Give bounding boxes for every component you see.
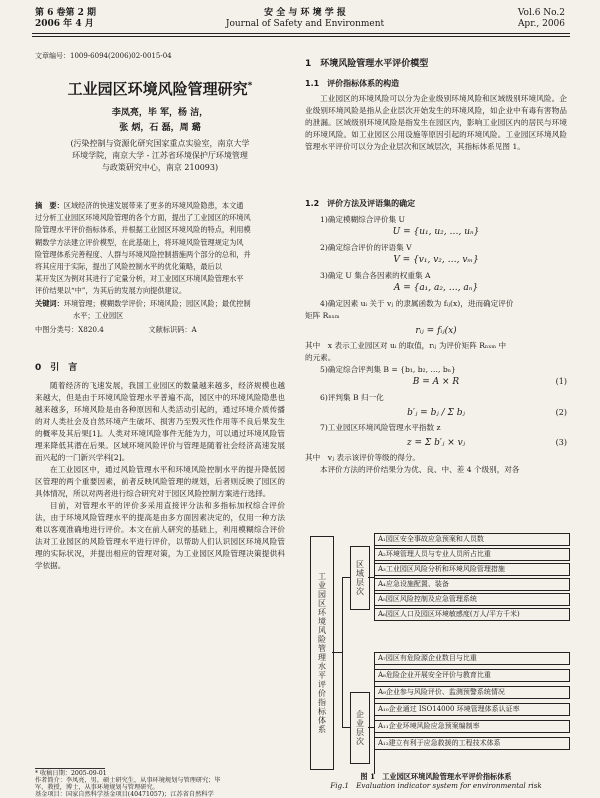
footnote-line: 基金项目：国家自然科学基金项目(40471057)；江苏省自然科学 <box>35 791 214 798</box>
intro-body <box>35 380 285 760</box>
formula-3: A = {a₁, a₂, …, aₙ} <box>393 283 479 293</box>
abstract <box>35 200 285 336</box>
article-number: 文章编号：1009-6094(2006)02-0015-04 <box>35 52 172 60</box>
authors-line1: 李凤亮，毕 军，杨 洁， <box>111 108 209 118</box>
connector <box>332 652 342 653</box>
affiliation-line: 环境学院，南京大学 - 江苏省环境保护厅环境管理 <box>72 151 248 160</box>
formula-7: z = Σ b′ⱼ × vⱼ <box>406 438 466 448</box>
figure-enterprise-items <box>374 652 570 754</box>
step-4-cont: 矩阵 Rₙₓₘ <box>305 311 340 320</box>
date-en: Apr., 2006 <box>517 19 565 29</box>
abstract-line: 糊数学方法建立评价模型，在此基础上，将环境风险管理规定为风 <box>35 237 244 247</box>
step-4-note-cont: 的元素。 <box>305 353 336 362</box>
section11-heading: 1.1 评价指标体系的构造 <box>305 79 400 88</box>
abstract-line: 险管理水平评价指标体系，并根据工业园区环境风险的特点，利用模 <box>35 225 251 235</box>
enterprise-item: A₈危险企业开展安全评价与教育比重 <box>374 669 570 682</box>
date-cn: 2006 年 4 月 <box>35 19 94 29</box>
regional-item: A₃工业园区风险分析和环境风险管理措施 <box>374 563 570 576</box>
figure-root-label: 工业园区环境风险管理水平评价指标体系 <box>317 572 327 734</box>
enterprise-item: A₁₂建立有利于应急救援的工程技术体系 <box>374 737 570 750</box>
affiliation-line: (污染控制与资源化研究国家重点实验室，南京大学 <box>70 139 250 148</box>
step-7: 7)工业园区环境风险管理水平指数 z <box>320 423 441 432</box>
step-6: 6)评判集 B 归一化 <box>320 393 384 402</box>
figure-root-box <box>310 536 334 770</box>
paper-title <box>35 78 285 99</box>
branch-regional-label: 区域层次 <box>355 560 365 596</box>
figure-regional-items <box>374 533 570 623</box>
header-left <box>35 8 96 30</box>
enterprise-item: A₉企业参与风险评价、监测预警系统情况 <box>374 686 570 699</box>
branch-enterprise-label: 企业层次 <box>355 710 365 746</box>
footnote-line: * 收稿日期：2005-09-01 <box>35 770 107 777</box>
section11-paragraph: 工业园区的环境风险可以分为企业级别环境风险和区域级别环境风险。企业级别环境风险是指从企业层次开始发生的环境风险，如企业中有毒有害物品的泄漏。区域级别环境风险是指发生在园区内，影响工业园区内的居民与环境的环境风险。如工业园区公用设施等原因引起的环境风险。工业园区环境风险管理水平评价可以分为企业层次和区域层次，其指标体系见图 1。 <box>305 94 567 151</box>
connector <box>342 577 350 578</box>
connector <box>342 577 343 727</box>
enterprise-item: A₇园区有危险源企业数目与比重 <box>374 652 570 665</box>
regional-item: A₄应急设施配置、装备 <box>374 578 570 591</box>
header-center <box>225 8 385 30</box>
equation-number: (3) <box>555 438 567 447</box>
caption-cn: 图 1 工业园区环境风险管理水平评价指标体系 <box>360 772 512 781</box>
intro-paragraph: 在工业园区中，通过风险管理水平和环境风险控制水平的提升降低园区管理的两个重要因素，前者反映风险管理的规划，后者则反映了园区的具体情况，所以对两者进行综合研究对于园区风险控制方案进行选择。 <box>35 465 285 498</box>
abstract-line: 区域经济的快速发展带来了更多的环境风险隐患，本文通 <box>63 201 244 210</box>
abstract-line: 将其应用于实际，提出了风险控制水平的优化策略，最后以 <box>35 262 222 272</box>
paper-title-text: 工业园区环境风险管理研究 <box>67 80 248 98</box>
intro-paragraph: 目前，对管理水平的评价多采用直接评分法和多指标加权综合评价法，由于环境风险管理水平的提高是由多方面因素决定的，仅用一种方法难以客观准确地进行评价。本文在前人研究的基础上，利用模糊综合评价法对工业园区的风险管理水平进行评价，以帮助人们认识园区环境风险管理的实际状况，并提出相应的管理对策，为工业园区风险管理决策提供科学依据。 <box>35 501 285 570</box>
volume-cn: 第 6 卷第 2 期 <box>35 8 97 18</box>
step-4: 4)确定因素 uᵢ 关于 vⱼ 的隶属函数为 fᵢⱼ(x)，进而确定评价 <box>320 299 514 308</box>
abstract-line: 某开发区为例对其进行了定量分析，对工业园区环境风险管理水平 <box>35 274 244 284</box>
intro-heading: 0 引 言 <box>35 363 78 373</box>
figure-branch-regional <box>350 546 370 610</box>
equation-number: (2) <box>555 408 567 417</box>
keywords-line: 水平；工业园区 <box>73 310 124 320</box>
footnote <box>35 770 290 798</box>
clc-number: 中图分类号：X820.4 <box>35 325 104 335</box>
footnote-line: 军，教授，博士，从事环境规划与管理研究。 <box>35 784 159 791</box>
section1-heading: 1 环境风险管理水平评价模型 <box>305 59 429 69</box>
regional-item: A₁园区安全事故应急预案和人员数 <box>374 533 570 546</box>
section12-heading: 1.2 评价方法及评语集的确定 <box>305 199 416 208</box>
header-right <box>500 8 565 30</box>
figure-branch-enterprise <box>350 692 370 764</box>
formula-5: B = A × R <box>412 377 460 387</box>
affiliation <box>40 138 280 174</box>
step-5: 5)确定综合评判集 B = {b₁, b₂, …, bₙ} <box>320 365 456 374</box>
title-mark: * <box>247 81 253 91</box>
step-7-note: 其中 vⱼ 表示该评价等级的得分。 <box>305 453 421 462</box>
step-4-note: 其中 x 表示工业园区对 uᵢ 的取值，rᵢⱼ 为评价矩阵 Rₙₓₘ 中 <box>305 341 507 350</box>
regional-item: A₆园区人口及园区环境敏感度(万人/平方千米) <box>374 608 570 621</box>
header-rule <box>32 33 570 37</box>
step-1: 1)确定模糊综合评价集 U <box>320 215 405 224</box>
enterprise-item: A₁₁企业环境风险应急预案编制率 <box>374 720 570 733</box>
formula-4: rᵢⱼ = fᵢⱼ(x) <box>415 326 457 336</box>
enterprise-item: A₁₀企业通过 ISO14000 环境管理体系认证率 <box>374 703 570 716</box>
footnote-line: 作者简介：李凤亮，男，硕士研究生，从事环境规划与管理研究；毕 <box>35 777 221 784</box>
equation-number: (1) <box>555 377 567 386</box>
formula-1: U = {u₁, u₂, …, uₙ} <box>392 227 480 237</box>
volume-en: Vol.6 No.2 <box>517 8 565 18</box>
caption-en: Fig.1 Evaluation indicator system for environmental risk <box>330 781 542 790</box>
step-2: 2)确定综合评价的评语集 V <box>320 243 412 252</box>
abstract-line: 险管理体系完善程度、人群与环境风险控制措施两个部分的总和，并 <box>35 249 251 259</box>
intro-paragraph: 随着经济的飞速发展，我国工业园区的数量越来越多，经济规模也越来越大，但是由于环境风险管理水平普遍不高，园区中的环境风险隐患也越来越多，环境风险是由各种原因和人类活动引起的，通过环境介质传播的对人类社会及自然环境产生破坏、损害乃至毁灭性作用等不良后果发生的概率及其后果[1]。人类对环境风险事件无能为力，可以通过环境风险管理来降低其潜在后果。区域环境风险评价与管理是随着社会经济高速发展而兴起的一门新兴学科[2]。 <box>35 381 285 462</box>
footnote-rule <box>35 768 105 769</box>
authors-line2: 张 炳，石 磊，周 璐 <box>119 123 201 133</box>
abstract-line: 评价结果以“中”，为其后的发展方向提供建议。 <box>35 286 187 296</box>
formula-6: b′ⱼ = bⱼ / Σ bⱼ <box>407 408 465 418</box>
regional-item: A₂环境管理人员与专业人员所占比重 <box>374 548 570 561</box>
method-steps <box>305 214 567 476</box>
journal-cn: 安 全 与 环 境 学 报 <box>264 8 346 18</box>
regional-item: A₅园区风险控制及应急管理系统 <box>374 593 570 606</box>
keywords-label: 关键词： <box>35 298 64 308</box>
section11-body <box>305 93 567 153</box>
document-code: 文献标识码：A <box>148 325 197 335</box>
abstract-label: 摘 要： <box>35 201 64 210</box>
authors <box>35 106 285 136</box>
journal-en: Journal of Safety and Environment <box>225 19 385 29</box>
step-3: 3)确定 U 集合各因素的权重集 A <box>320 271 431 280</box>
step-8: 本评价方法的评价结果分为优、良、中、差 4 个级别，对各 <box>320 465 520 474</box>
formula-2: V = {v₁, v₂, …, vₘ} <box>393 255 479 265</box>
connector <box>342 727 350 728</box>
abstract-line: 过分析工业园区环境风险管理的各个方面，提出了工业园区的环境风 <box>35 213 251 223</box>
figure-caption <box>305 772 567 790</box>
keywords-line: 环境管理；模糊数学评价；环境风险；园区风险；最优控制 <box>63 298 251 308</box>
affiliation-line: 与政策研究中心，南京 210093) <box>101 163 219 172</box>
